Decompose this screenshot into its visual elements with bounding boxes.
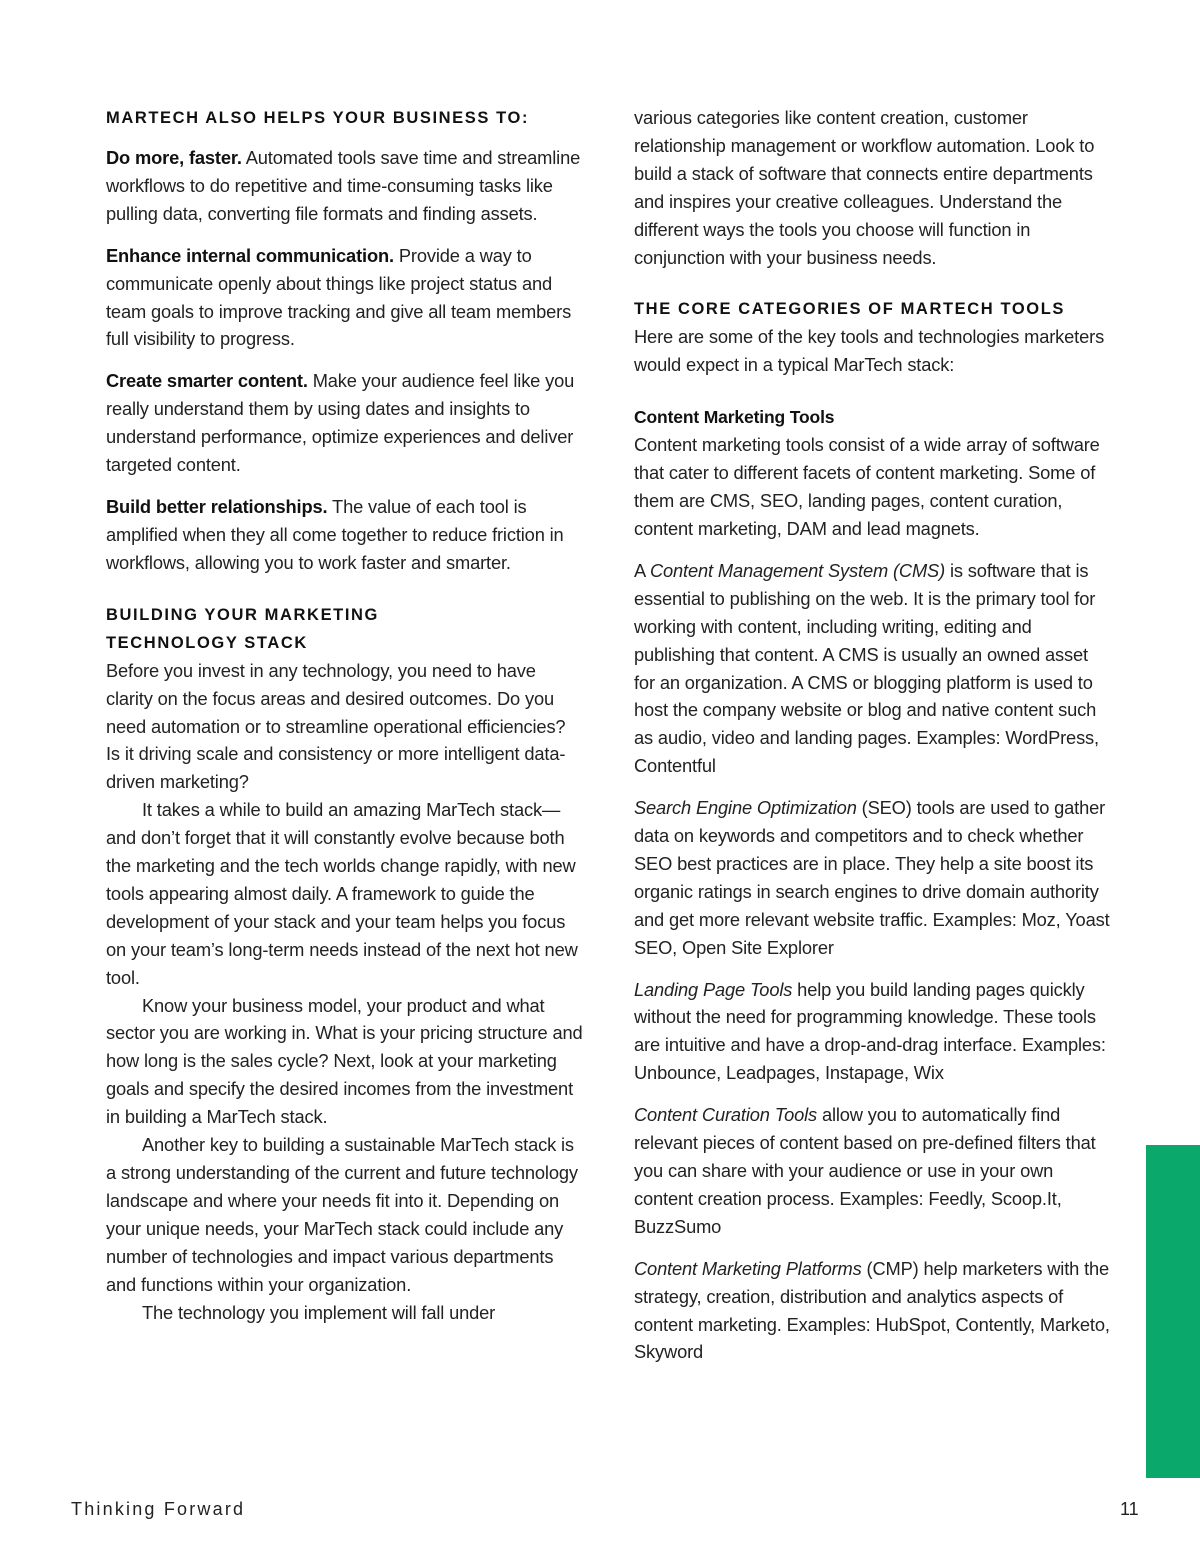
tool-paragraph [634, 794, 1112, 961]
benefit-text: Provide a way to communicate openly about things like project status and team goals to improve tracking and give all team members full visibility to progress. [106, 244, 572, 350]
body-paragraph: Another key to building a sustainable MarTech stack is a strong understanding of the current and future technology landscape and where your needs fit into it. Depending on your unique needs, your MarTech stack could include any number of technologies and impact various departments and functions within your organization. [106, 1134, 578, 1295]
section-heading-building-stack: BUILDING YOUR MARKETING TECHNOLOGY STACK [106, 605, 379, 652]
section-heading-benefits: MARTECH ALSO HELPS YOUR BUSINESS TO: [106, 109, 530, 127]
tool-paragraph [634, 1255, 1112, 1367]
intro-paragraph: Here are some of the key tools and technologies marketers would expect in a typical MarTech stack: [634, 326, 1105, 376]
tool-term: Content Curation Tools [634, 1104, 818, 1126]
green-edge-tab [1146, 1145, 1200, 1478]
benefit-lead: Build better relationships. [106, 495, 328, 517]
tool-description: (CMP) help marketers with the strategy, creation, distribution and analytics aspects of content marketing. Examples: HubSpot, Contently, Marketo, Skyword [634, 1257, 1110, 1363]
tool-prefix: A [634, 559, 650, 581]
tool-paragraph [634, 976, 1112, 1088]
tool-term: Search Engine Optimization [634, 797, 857, 819]
body-paragraph: The technology you implement will fall under [142, 1301, 496, 1323]
benefit-paragraph [106, 367, 584, 479]
section-heading-core-categories: THE CORE CATEGORIES OF MARTECH TOOLS [634, 300, 1066, 319]
benefit-lead: Create smarter content. [106, 370, 308, 392]
benefit-paragraph [106, 144, 584, 228]
left-column [106, 104, 584, 1326]
tool-paragraph [634, 1101, 1112, 1241]
tool-term: Landing Page Tools [634, 978, 793, 1000]
body-paragraph: Before you invest in any technology, you need to have clarity on the focus areas and desired outcomes. Do you need automation or to streamline operational efficiencies? Is it driving scale and consistency or more intelligent data-driven marketing? [106, 659, 566, 793]
continuation-paragraph: various categories like content creation, customer relationship management or workflow automation. Look to build a stack of software that connects entire departments and inspires your creative colleagues. Understand the different ways the tools you choose will function in conjunction with your business needs. [634, 107, 1095, 268]
page-number: 11 [1120, 1499, 1139, 1519]
tool-description: (SEO) tools are used to gather data on keywords and competitors and to check whether SEO best practices are in place. They help a site boost its organic ratings in search engines to drive domain authority and get more relevant website traffic. Examples: Moz, Yoast SEO, Open Site Explorer [634, 797, 1110, 958]
benefit-text: Automated tools save time and streamline workflows to do repetitive and time-consuming tasks like pulling data, converting file formats and finding assets. [106, 147, 581, 224]
benefit-lead: Do more, faster. [106, 147, 242, 168]
tool-description: is software that is essential to publishing on the web. It is the primary tool for working with content, including writing, editing and publishing that content. A CMS is usually an owned asset for an organization. A CMS or blogging platform is used to host the company website or blog and native content such as audio, video and landing pages. Examples: WordPress, Contentful [634, 559, 1099, 777]
content-marketing-intro: Content marketing tools consist of a wide array of software that cater to different facets of content marketing. Some of them are CMS, SEO, landing pages, content curation, content marketing, DAM and lead magnets. [634, 434, 1100, 539]
body-paragraph: It takes a while to build an amazing MarTech stack—and don’t forget that it will constantly evolve because both the marketing and the tech worlds change rapidly, with new tools appearing almost daily. A framework to guide the development of your stack and your team helps you focus on your team’s long-term needs instead of the next hot new tool. [106, 799, 578, 988]
body-paragraph: Know your business model, your product and what sector you are working in. What is your pricing structure and how long is the sales cycle? Next, look at your marketing goals and specify the desired incomes from the investment in building a MarTech stack. [106, 994, 583, 1128]
tool-description: allow you to automatically find relevant pieces of content based on pre-defined filters that you can share with your audience or use in your own content creation process. Examples: Feedly, Scoop.It, BuzzSumo [634, 1104, 1096, 1237]
subheading-content-marketing-tools: Content Marketing Tools [634, 407, 835, 428]
benefit-paragraph [106, 493, 584, 577]
footer-title: Thinking Forward [71, 1499, 246, 1519]
tool-description: help you build landing pages quickly without the need for programming knowledge. These tools are intuitive and have a drop-and-drag interface. Examples: Unbounce, Leadpages, Instapage, Wix [634, 978, 1106, 1084]
benefit-lead: Enhance internal communication. [106, 244, 394, 266]
tool-term: Content Marketing Platforms [634, 1257, 862, 1279]
tool-paragraph [634, 557, 1112, 780]
tool-term: Content Management System (CMS) [649, 559, 946, 581]
benefit-paragraph [106, 242, 584, 354]
benefit-text: The value of each tool is amplified when they all come together to reduce friction in workflows, allowing you to work faster and smarter. [106, 495, 564, 573]
right-column [634, 104, 1112, 1366]
benefit-text: Make your audience feel like you really understand them by using dates and insights to understand performance, optimize experiences and deliver targeted content. [106, 370, 575, 476]
